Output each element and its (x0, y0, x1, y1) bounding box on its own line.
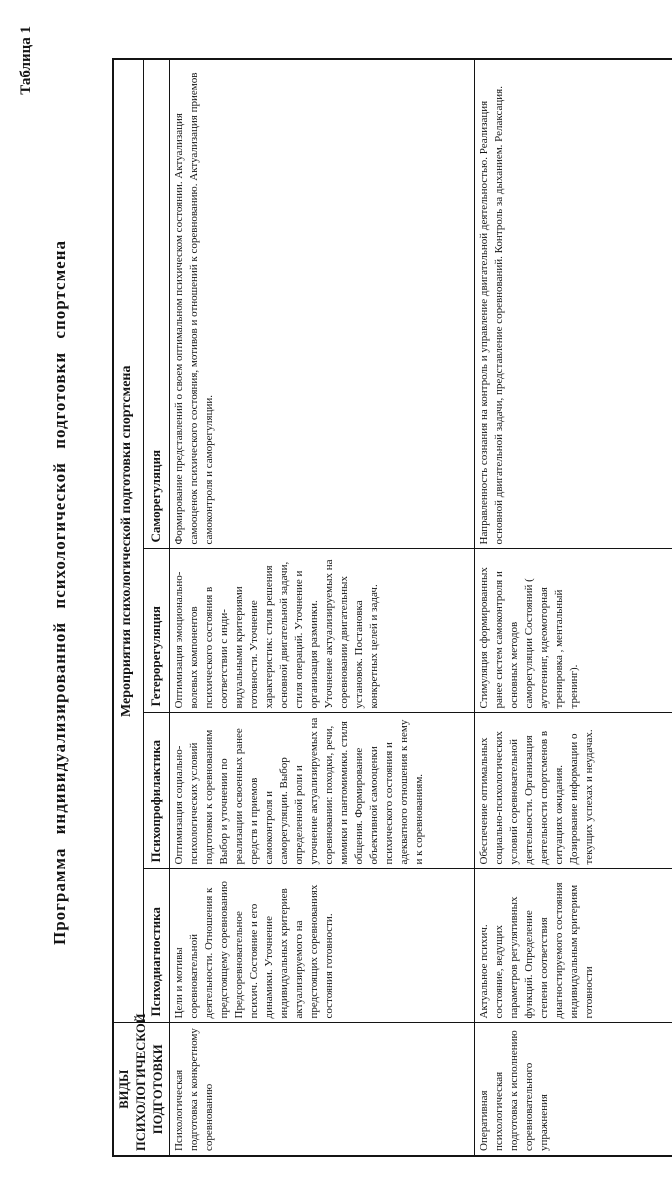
document-title: Программа индивидуализированной психологической подготовки спортсмена (50, 239, 69, 946)
column-header-selfregulation: Саморегуляция (143, 59, 169, 549)
program-table (112, 58, 672, 1157)
table-header-row (113, 59, 143, 1156)
row-type-cell: Оперативная психологическая подготовка к исполнению соревновательного упражнения (475, 1023, 672, 1156)
psychodiagnostics-cell: Цели и мотивы соревновательной деятельности. Отношения к предстоящему соревнованию Предсоревновательное психич. Состояние и его динамики. Уточнение индивидуальных критериев актуализируемого на предстоящих соревнованиях состояния готовности. (170, 869, 475, 1023)
heteroregulation-cell: Стимуляция сформированных ранее систем самоконтроля и основных методов саморегуляции Состояний ( аутотенинг, идеомоторная тренировка , ментальный тренинг). (475, 549, 672, 713)
table-row (475, 59, 672, 1156)
table-row (170, 59, 475, 1156)
table-number-label: Таблица 1 (18, 26, 34, 95)
heteroregulation-cell: Оптимизация эмоционально-волевых компонентов психического состояния в соответствии с инди-видуальными критериями готовности. Уточнение характеристик: стиля решения основной двигательной задачи, стиля операций. Уточнение и организация разминки. Уточнение актуализируемых на соревновании двигательных установок. Постановка конкретных целей и задач. (170, 549, 475, 713)
column-header-psychodiagnostics: Психодиагностика (143, 869, 169, 1023)
psychoprophylaxis-cell: Обеспечение оптимальных социально-психологических условий соревновательной деятельности. Организация деятельности спортсменов в ситуациях ожидания. Дозирование информации о текущих успехах и неудачах. (475, 713, 672, 869)
psychodiagnostics-cell: Актуальное психич. состояние, ведущих параметров регулятивных функций. Определение степени соответствия диагностируемого состояния индивидуальным критериям готовности (475, 869, 672, 1023)
column-header-heteroregulation: Гетерорегуляция (143, 549, 169, 713)
table-subheader-row (143, 59, 169, 1156)
row-type-cell: Психологическая подготовка к конкретному соревнованию (170, 1023, 475, 1156)
psychoprophylaxis-cell: Оптимизация социально-психологических условий подготовки к соревнованиям Выбор и уточнении по реализации освоенных ранее средств и приемов самоконтроля и саморегуляции. Выбор определенной роли и уточнение актуализируемых на соревновании: походки, речи, мимики и пантомимики. стиля общения. Формирование объективной самооценки психического состояния и адекватного отношения к нему и к соревнованиям. (170, 713, 475, 869)
column-header-psychoprophylaxis: Психопрофилактика (143, 713, 169, 869)
selfregulation-cell: Формирование представлений о своем оптимальном психическом состоянии. Актуализация самооценок психического состояния, мотивов и отношений к соревнованию. Актуализация приемов самоконтроля и саморегуляции. (170, 59, 475, 549)
selfregulation-cell: Направленность сознания на контроль и управление двигательной деятельностью. Реализация основной двигательной задачи, представление соревнований. Контроль за дыханием. Релаксация. (475, 59, 672, 549)
header-measures-cell: Мероприятия психологической подготовки спортсмена (113, 59, 143, 1023)
header-types-cell: ВИДЫ ПСИХОЛОГИЧЕСКОЙ ПОДГОТОВКИ (113, 1023, 170, 1156)
